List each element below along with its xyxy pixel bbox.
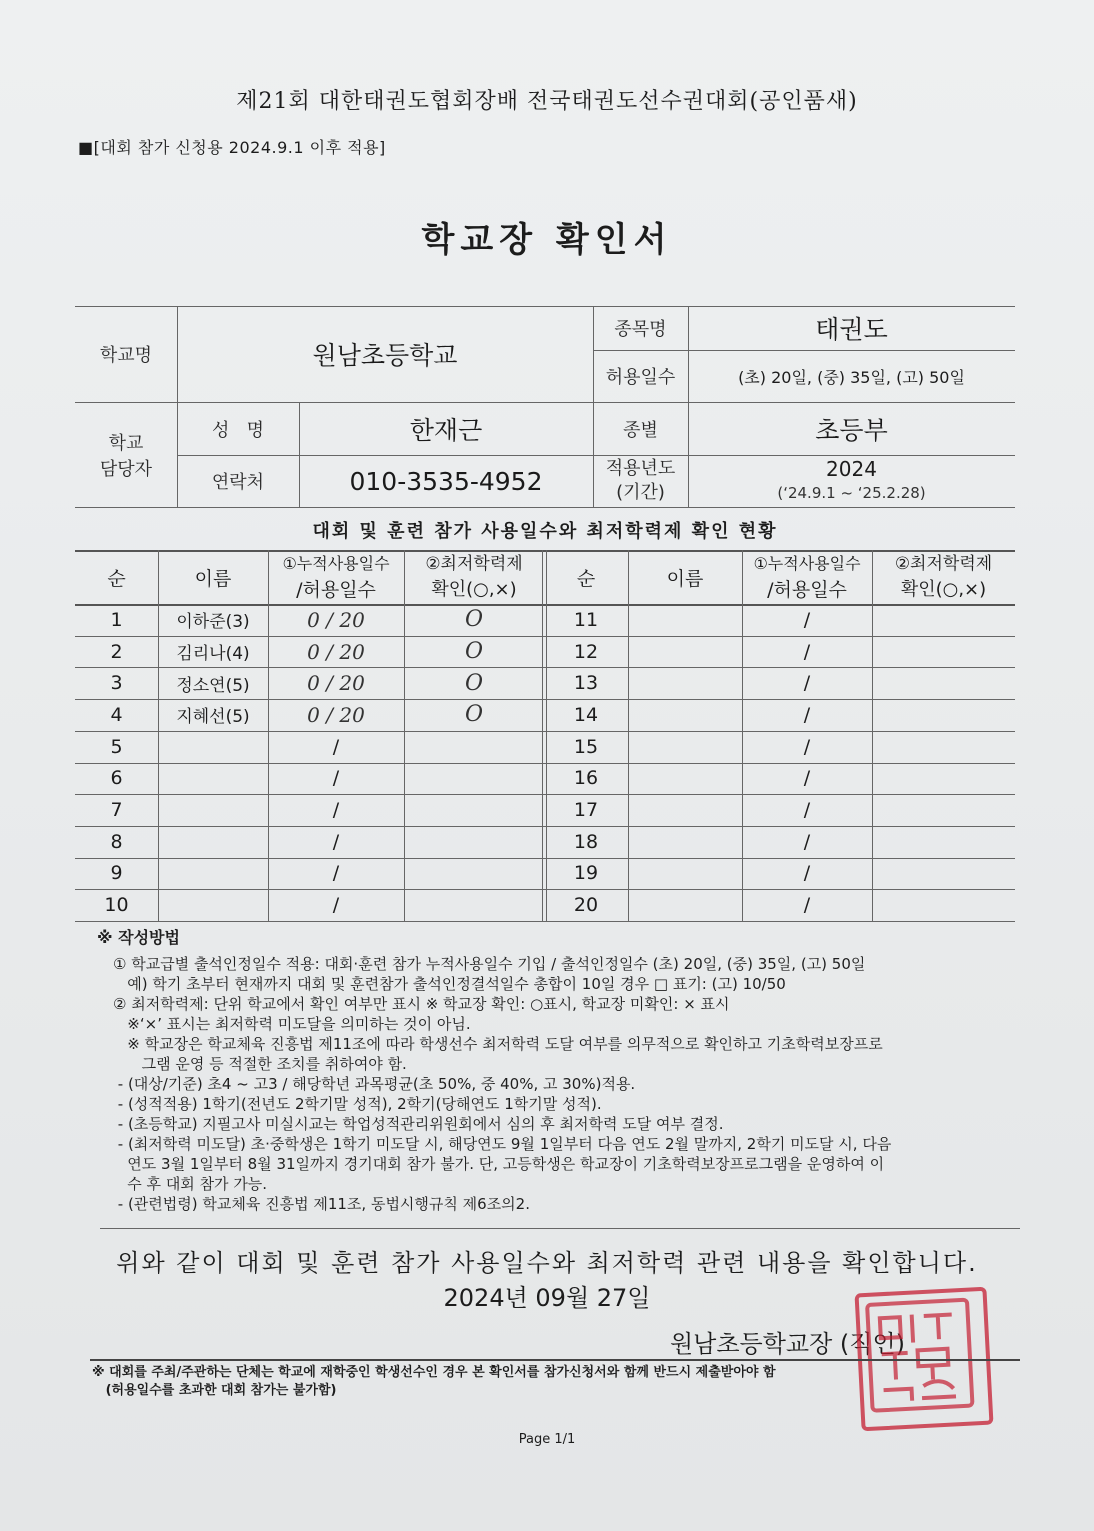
sport-label: 종목명 (614, 319, 667, 340)
header-no-left: 순 (107, 567, 126, 590)
row-check (404, 889, 544, 921)
phone-value: 010-3535-4952 (349, 466, 543, 496)
row-name (628, 667, 742, 699)
division-label: 종별 (623, 419, 658, 441)
row-days: 0 / 20 (307, 702, 365, 727)
row-number: 13 (573, 672, 599, 695)
row-check (872, 794, 1015, 826)
instruction-line: - (관련법령) 학교체육 진흥법 제11조, 동법시행규칙 제6조의2. (113, 1195, 530, 1213)
row-number: 2 (110, 640, 123, 663)
row-name (628, 604, 742, 636)
row-check (872, 667, 1015, 699)
row-name: 지혜선(5) (176, 707, 250, 728)
instruction-line: 연도 3월 1일부터 8월 31일까지 경기대회 참가 불가. 단, 고등학생은 학교장이 기초학력보장프로그램을 운영하여 이 (113, 1155, 885, 1173)
row-check (872, 731, 1015, 763)
row-name (158, 763, 268, 795)
row-check (404, 763, 544, 795)
row-days: / (803, 608, 811, 631)
header-no-right: 순 (576, 567, 596, 590)
row-name (628, 858, 742, 890)
footnote-line1: ※ 대회를 주최/주관하는 단체는 학교에 재학중인 학생선수인 경우 본 확인서를 참가신청서와 함께 반드시 제출받아야 함 (92, 1365, 776, 1380)
row-number: 19 (573, 862, 599, 885)
competition-title: 제21회 대한태권도협회장배 전국태권도선수권대회(공인품새) (236, 89, 858, 114)
row-days: / (332, 767, 340, 790)
row-check (404, 794, 544, 826)
instruction-line: ※‘×’ 표시는 최저학력 미도달을 의미하는 것이 아님. (113, 1015, 471, 1033)
header-check-line1: ②최저학력제 (894, 554, 993, 574)
row-check (872, 604, 1015, 636)
school-label: 학교명 (99, 345, 153, 366)
year-label-line2: (기간) (616, 482, 665, 503)
row-check: O (464, 607, 484, 633)
instruction-line: 그램 운영 등 적절한 조치를 취하여야 함. (113, 1055, 407, 1073)
header-days-line1: ①누적사용일수 (282, 554, 390, 573)
status-section-title: 대회 및 훈련 참가 사용일수와 최저학력제 확인 현황 (312, 521, 778, 542)
header-days-left (268, 550, 404, 604)
row-days: / (803, 672, 811, 695)
row-number: 11 (573, 608, 599, 631)
instruction-line: 예) 학기 초부터 현재까지 대회 및 훈련참가 출석인정결석일수 총합이 10일 경우 □ 표기: (고) 10/50 (113, 975, 786, 993)
header-days-right (742, 550, 872, 604)
row-name (628, 826, 742, 858)
name-value: 한재근 (409, 415, 483, 445)
row-number: 17 (573, 799, 599, 822)
row-check: O (464, 702, 484, 728)
footnote-line2: (허용일수를 초과한 대회 참가는 불가함) (92, 1383, 337, 1398)
row-days: / (332, 735, 340, 758)
year-label-line1: 적용년도 (605, 458, 676, 479)
row-number: 12 (573, 640, 599, 663)
contact-group-label-line1: 학교 (108, 432, 144, 454)
header-name-left: 이름 (194, 567, 232, 590)
row-name: 이하준(3) (176, 612, 250, 633)
year-value: 2024 (826, 457, 877, 481)
row-number: 8 (110, 830, 123, 853)
school-value: 원남초등학교 (312, 341, 458, 370)
row-name (628, 763, 742, 795)
header-name-right: 이름 (666, 567, 704, 590)
row-days: / (803, 735, 811, 758)
row-name (158, 731, 268, 763)
row-name (628, 794, 742, 826)
row-number: 4 (110, 703, 123, 726)
header-check-line2: 확인(○,×) (431, 579, 517, 600)
header-check-left (404, 550, 544, 604)
row-number: 5 (110, 735, 123, 758)
row-name: 정소연(5) (176, 675, 250, 696)
row-name (628, 731, 742, 763)
row-name (158, 889, 268, 921)
header-days-line2: /허용일수 (767, 579, 847, 601)
header-days-line2: /허용일수 (296, 579, 376, 601)
row-name (628, 636, 742, 668)
row-days: / (332, 862, 340, 885)
row-name (158, 858, 268, 890)
row-number: 6 (110, 767, 123, 790)
row-number: 1 (110, 608, 123, 631)
row-check (404, 858, 544, 890)
principal-signature: 원남초등학교장 (직인) (670, 1330, 906, 1358)
row-check (872, 889, 1015, 921)
row-check: O (464, 670, 484, 696)
allowed-days-value: (초) 20일, (중) 35일, (고) 50일 (738, 367, 965, 387)
document-title: 학교장 확인서 (421, 220, 673, 260)
instruction-line: - (최저학력 미도달) 초·중학생은 1학기 미도달 시, 해당연도 9월 1일부터 다음 연도 2월 말까지, 2학기 미도달 시, 다음 (113, 1135, 892, 1153)
instruction-line: ① 학교급별 출석인정일수 적용: 대회·훈련 참가 누적사용일수 기입 / 출석인정일수 (초) 20일, (중) 35일, (고) 50일 (113, 955, 866, 973)
row-number: 20 (573, 894, 599, 917)
instructions-heading: ※ 작성방법 (97, 928, 180, 947)
instruction-line: ※ 학교장은 학교체육 진흥법 제11조에 따라 학생선수 최저학력 도달 여부를 의무적으로 확인하고 기초학력보장프로 (113, 1035, 883, 1053)
instruction-line: - (초등학교) 지필고사 미실시교는 학업성적관리위원회에서 심의 후 최저학력 도달 여부 결정. (113, 1115, 724, 1133)
instructions (95, 928, 975, 1214)
row-days: / (803, 703, 811, 726)
row-check (404, 826, 544, 858)
row-number: 9 (110, 862, 123, 885)
row-check (872, 858, 1015, 890)
name-label: 성 명 (212, 419, 264, 441)
instruction-line: ② 최저학력제: 단위 학교에서 확인 여부만 표시 ※ 학교장 확인: ○표시, 학교장 미확인: × 표시 (113, 995, 730, 1013)
row-days: / (803, 862, 811, 885)
row-days: / (803, 640, 811, 663)
row-name (628, 889, 742, 921)
header-days-line1: ①누적사용일수 (753, 554, 861, 573)
row-check (872, 636, 1015, 668)
contact-group-label-line2: 담당자 (99, 458, 153, 480)
row-days: / (803, 799, 811, 822)
row-check (872, 826, 1015, 858)
footnote (92, 1364, 776, 1400)
header-check-line1: ②최저학력제 (425, 554, 523, 574)
row-number: 18 (573, 830, 599, 853)
row-days: 0 / 20 (307, 607, 365, 632)
period-value: (‘24.9.1 ~ ‘25.2.28) (777, 484, 926, 502)
row-days: / (332, 894, 340, 917)
row-number: 16 (573, 767, 599, 790)
row-days: / (803, 767, 811, 790)
page-number: Page 1/1 (518, 1432, 576, 1447)
row-number: 14 (573, 703, 599, 726)
row-days: / (803, 830, 811, 853)
row-number: 3 (110, 672, 123, 695)
row-name (158, 794, 268, 826)
header-check-line2: 확인(○,×) (900, 579, 987, 600)
instructions-lines (113, 954, 975, 1214)
confirmation-date: 2024년 09월 27일 (443, 1284, 651, 1312)
header-check-right (872, 550, 1015, 604)
sport-value: 태권도 (815, 315, 888, 344)
row-days: 0 / 20 (307, 639, 365, 664)
row-number: 15 (573, 735, 599, 758)
phone-label: 연락처 (211, 472, 265, 493)
application-note: ■[대회 참가 신청용 2024.9.1 이후 적용] (78, 138, 386, 157)
row-days: / (332, 799, 340, 822)
row-number: 7 (110, 799, 123, 822)
row-check (872, 699, 1015, 731)
row-days: / (803, 894, 811, 917)
confirmation-statement: 위와 같이 대회 및 훈련 참가 사용일수와 최저학력 관련 내용을 확인합니다. (116, 1249, 978, 1277)
instruction-line: - (성적적용) 1학기(전년도 2학기말 성적), 2학기(당해연도 1학기말 성적). (113, 1095, 602, 1113)
allowed-days-label: 허용일수 (605, 367, 676, 388)
row-check (872, 763, 1015, 795)
year-value-cell (688, 455, 1015, 507)
instruction-line: - (대상/기준) 초4 ~ 고3 / 해당학년 과목평균(초 50%, 중 40%, 고 30%)적용. (113, 1075, 636, 1093)
contact-group-label (75, 402, 177, 507)
row-days: / (332, 830, 340, 853)
instruction-line: 수 후 대회 참가 가능. (113, 1175, 268, 1193)
row-name (158, 826, 268, 858)
row-number: 10 (104, 894, 129, 917)
row-check (404, 731, 544, 763)
year-label (593, 455, 688, 507)
row-days: 0 / 20 (307, 671, 365, 696)
division-value: 초등부 (815, 415, 888, 445)
row-check: O (464, 639, 484, 665)
row-name: 김리나(4) (176, 644, 250, 665)
row-name (628, 699, 742, 731)
